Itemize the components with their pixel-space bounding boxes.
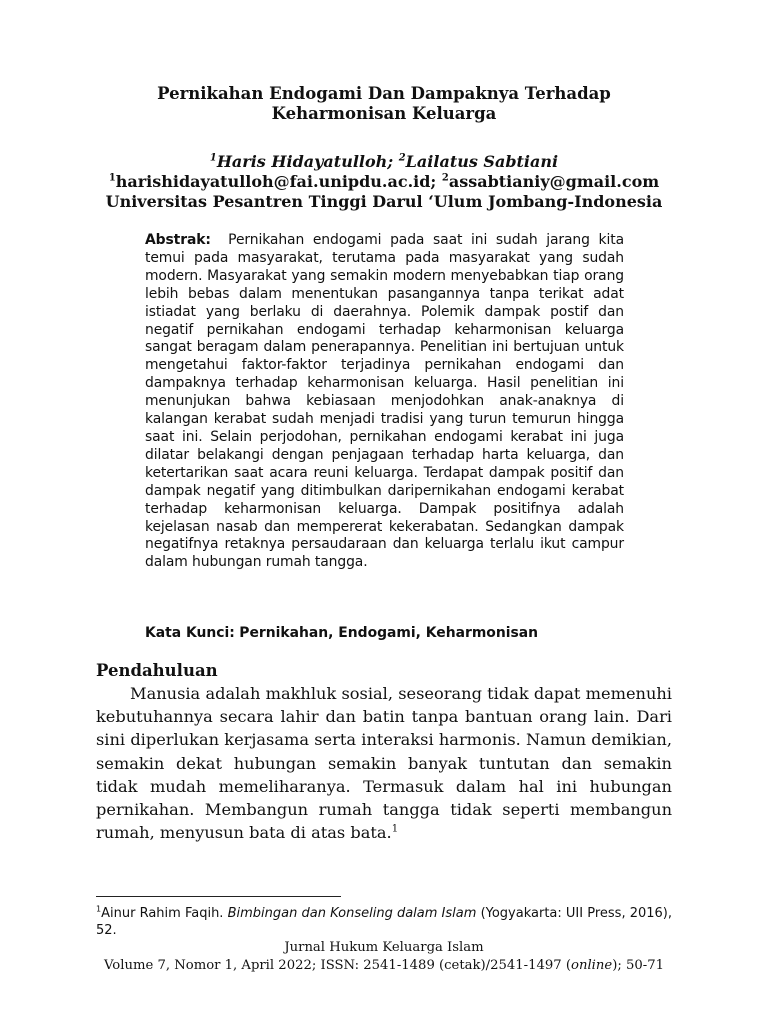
journal-name: Jurnal Hukum Keluarga Islam bbox=[284, 940, 484, 955]
issue-info-end: ); 50-71 bbox=[612, 957, 665, 973]
article-title bbox=[100, 84, 668, 124]
author-block bbox=[90, 152, 678, 212]
issue-info-start: Volume 7, Nomor 1, April 2022; ISSN: 2541-1489 (cetak)/2541-1497 ( bbox=[103, 957, 572, 973]
footnote-book-title: Bimbingan dan Konseling dalam Islam bbox=[227, 906, 477, 921]
author-1-superscript: 1 bbox=[209, 152, 217, 164]
footnote-divider bbox=[96, 896, 341, 897]
issue-info-online: online bbox=[571, 957, 613, 973]
footnote-reference[interactable]: 1 bbox=[391, 823, 399, 835]
abstract-text: Pernikahan endogami pada saat ini sudah jarang kita temui pada masyarakat, terutama pada masyarakat yang sudah modern. Masyarakat yang semakin modern menyebabkan tiap orang lebih bebas dalam menentukan pasangannya tanpa terikat adat istiadat yang berlaku di daerahnya. Polemik dampak postif dan negatif pernikahan endogami terhadap keharmonisan keluarga sangat beragam dalam penerapannya. Penelitian ini bertujuan untuk mengetahui faktor-faktor terjadinya pernikahan endogami dan dampaknya terhadap keharmonisan keluarga. Hasil penelitian ini menunjukan bahwa kebiasaan menjodohkan anak-anaknya di kalangan kerabat sudah menjadi tradisi yang turun temurun hingga saat ini. Selain perjodohan, pernikahan endogami kerabat ini juga dilatar belakangi dengan penjagaan terhadap harta keluarga, dan ketertarikan saat acara reuni keluarga. Terdapat dampak positif dan dampak negatif yang ditimbulkan daripernikahan endogami kerabat terhadap keharmonisan keluarga. Dampak positifnya adalah kejelasan nasab dan mempererat kekerabatan. Sedangkan dampak negatifnya retaknya persaudaraan dan keluarga terlalu ikut campur dalam hubungan rumah tangga. bbox=[145, 232, 624, 571]
author-2-name: Lailatus Sabtiani bbox=[405, 152, 559, 171]
keywords-label: Kata Kunci: bbox=[145, 625, 235, 641]
author-affiliation: Universitas Pesantren Tinggi Darul ‘Ulum Jombang-Indonesia bbox=[105, 192, 663, 211]
author-1-name: Haris Hidayatulloh; bbox=[216, 152, 394, 171]
footnote-publication: (Yogyakarta: UII Press, 2016), 52. bbox=[96, 906, 672, 938]
email-2-superscript: 2 bbox=[441, 172, 449, 184]
author-2-superscript: 2 bbox=[398, 152, 406, 164]
journal-issue-info bbox=[96, 957, 672, 975]
abstract bbox=[145, 232, 624, 572]
keywords bbox=[145, 624, 624, 642]
journal-footer bbox=[96, 939, 672, 974]
author-names bbox=[90, 152, 678, 172]
footnote bbox=[96, 905, 672, 939]
footnote-number: 1 bbox=[96, 904, 102, 914]
keywords-values: Pernikahan, Endogami, Keharmonisan bbox=[239, 625, 539, 641]
email-1-superscript: 1 bbox=[108, 172, 116, 184]
section-heading-introduction: Pendahuluan bbox=[96, 661, 218, 680]
author-emails bbox=[90, 172, 678, 192]
introduction-paragraph bbox=[96, 682, 672, 844]
abstract-label: Abstrak: bbox=[145, 232, 211, 248]
title-line-1: Pernikahan Endogami Dan Dampaknya Terhadap bbox=[157, 84, 611, 103]
author-2-email: assabtianiy@gmail.com bbox=[448, 172, 660, 191]
introduction-text: Manusia adalah makhluk sosial, seseorang tidak dapat memenuhi kebutuhannya secara lahir dan batin tanpa bantuan orang lain. Dari sini diperlukan kerjasama serta interaksi harmonis. Namun demikian, semakin dekat hubungan semakin banyak tuntutan dan semakin tidak mudah memeliharanya. Termasuk dalam hal ini hubungan pernikahan. Membangun rumah tangga tidak seperti membangun rumah, menyusun bata di atas bata. bbox=[96, 684, 672, 843]
title-line-2: Keharmonisan Keluarga bbox=[271, 104, 497, 123]
footnote-author: Ainur Rahim Faqih. bbox=[101, 906, 224, 921]
author-1-email: harishidayatulloh@fai.unipdu.ac.id; bbox=[115, 172, 437, 191]
